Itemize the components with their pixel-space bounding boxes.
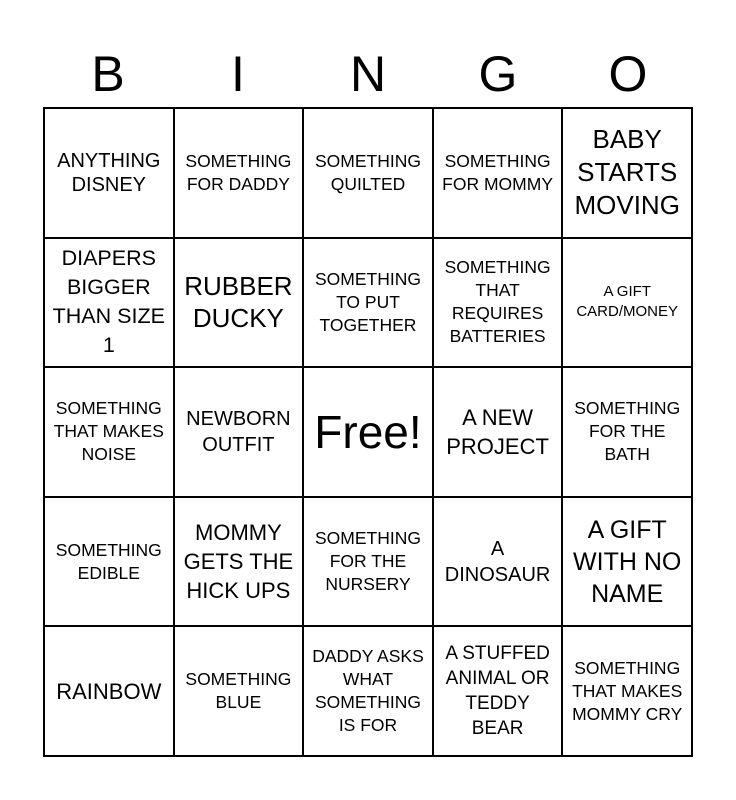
bingo-cell[interactable] [433, 497, 563, 627]
bingo-cell[interactable] [562, 367, 692, 497]
header-letter-o: O [608, 46, 648, 102]
bingo-cell[interactable] [44, 497, 174, 627]
bingo-header [43, 40, 693, 108]
free-space-text: Free! [314, 405, 422, 458]
cell-text: SOMETHING FOR DADDY [185, 150, 292, 194]
header-letter-g: G [478, 46, 518, 102]
bingo-cell[interactable] [174, 626, 304, 756]
bingo-cell[interactable] [303, 626, 433, 756]
bingo-cell[interactable] [174, 108, 304, 238]
header-letter-b: B [91, 46, 125, 102]
cell-text: RAINBOW [56, 678, 162, 704]
cell-text: DIAPERS BIGGER THAN SIZE 1 [52, 246, 165, 358]
cell-text: SOMETHING THAT MAKES MOMMY CRY [572, 657, 683, 724]
bingo-cell[interactable] [303, 108, 433, 238]
bingo-cell[interactable] [433, 108, 563, 238]
cell-text: A STUFFED ANIMAL OR TEDDY BEAR [445, 643, 550, 740]
bingo-cell[interactable] [44, 626, 174, 756]
bingo-cell[interactable] [174, 497, 304, 627]
bingo-cell[interactable] [562, 238, 692, 368]
cell-text: A DINOSAUR [444, 537, 551, 586]
cell-text: SOMETHING FOR MOMMY [442, 150, 553, 194]
bingo-cell[interactable] [562, 497, 692, 627]
bingo-cell[interactable] [174, 367, 304, 497]
bingo-cell[interactable] [44, 238, 174, 368]
cell-text: SOMETHING EDIBLE [55, 539, 162, 583]
bingo-cell[interactable] [433, 626, 563, 756]
cell-text: MOMMY GETS THE HICK UPS [183, 520, 294, 604]
cell-text: A GIFT WITH NO NAME [573, 515, 682, 608]
bingo-cell[interactable] [174, 238, 304, 368]
cell-text: SOMETHING TO PUT TOGETHER [315, 268, 421, 335]
cell-text: DADDY ASKS WHAT SOMETHING IS FOR [312, 646, 424, 736]
bingo-cell[interactable] [433, 367, 563, 497]
cell-text: A NEW PROJECT [446, 404, 549, 459]
header-letter-i: I [231, 46, 245, 102]
bingo-cell-free[interactable] [303, 367, 433, 497]
cell-text: SOMETHING BLUE [185, 669, 292, 713]
cell-text: SOMETHING QUILTED [315, 150, 421, 194]
header-letter-n: N [349, 46, 387, 102]
cell-text: SOMETHING THAT MAKES NOISE [53, 398, 164, 465]
bingo-grid [43, 107, 693, 757]
cell-text: SOMETHING FOR THE BATH [574, 398, 681, 465]
bingo-cell[interactable] [433, 238, 563, 368]
bingo-cell[interactable] [562, 626, 692, 756]
cell-text: SOMETHING FOR THE NURSERY [315, 528, 421, 595]
bingo-cell[interactable] [562, 108, 692, 238]
bingo-cell[interactable] [303, 238, 433, 368]
cell-text: RUBBER DUCKY [184, 271, 293, 334]
bingo-cell[interactable] [303, 497, 433, 627]
bingo-cell[interactable] [44, 367, 174, 497]
cell-text: ANYTHING DISNEY [57, 149, 161, 196]
cell-text: SOMETHING THAT REQUIRES BATTERIES [444, 257, 551, 347]
cell-text: A GIFT CARD/MONEY [576, 283, 679, 321]
cell-text: BABY STARTS MOVING [574, 124, 680, 221]
cell-text: NEWBORN OUTFIT [186, 407, 291, 456]
bingo-cell[interactable] [44, 108, 174, 238]
